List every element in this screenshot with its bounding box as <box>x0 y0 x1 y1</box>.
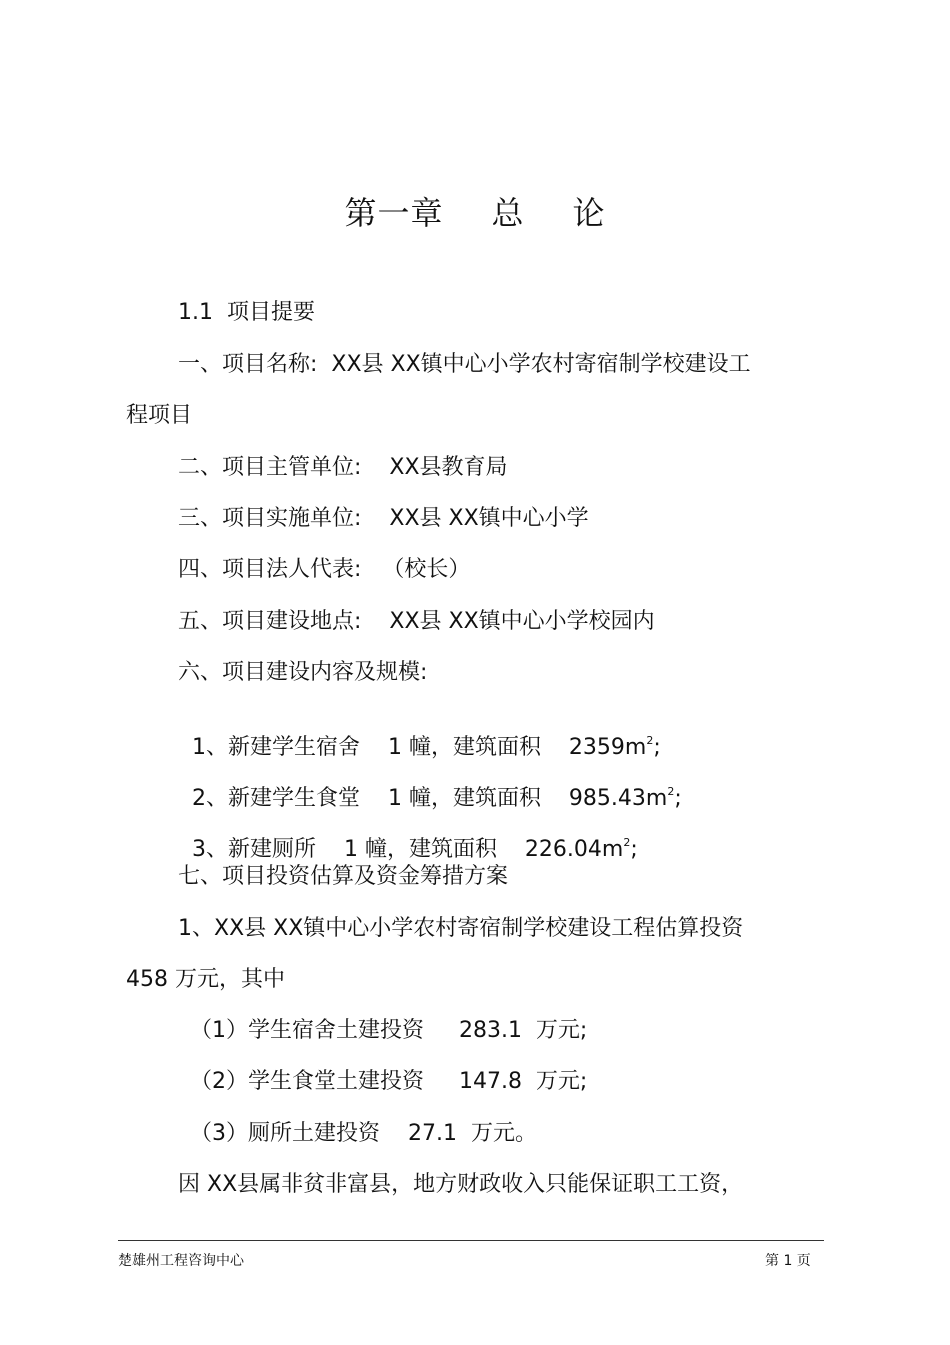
chapter-title-word-2: 论 <box>572 194 606 232</box>
legal-representative-line: 四、项目法人代表: （校长） <box>178 557 471 582</box>
chapter-title-word-1: 总 <box>491 194 525 232</box>
section-heading: 1.1 项目提要 <box>178 300 315 325</box>
toilet-investment: （3）厕所土建投资 27.1 万元。 <box>190 1121 537 1146</box>
canteen-investment: （2）学生食堂土建投资 147.8 万元; <box>190 1069 588 1094</box>
footer-divider <box>118 1240 824 1241</box>
chapter-number: 第一章 <box>344 194 444 232</box>
canteen-item: 2、新建学生食堂 1 幢，建筑面积 $985.43m^2$; <box>192 785 682 811</box>
scope-heading: 六、项目建设内容及规模: <box>178 660 428 685</box>
toilet-item: 3、新建厕所 1 幢，建筑面积 $226.04m^2$; <box>192 836 638 862</box>
superscript-2: 2 <box>646 734 654 747</box>
dormitory-item: 1、新建学生宿舍 1 幢，建筑面积 $2359m^2$; <box>192 734 661 760</box>
chapter-title <box>0 188 950 234</box>
page-number: 第 1 页 <box>765 1253 811 1269</box>
project-name-continuation: 程项目 <box>126 403 193 428</box>
investment-total-continuation: 458 万元，其中 <box>126 967 285 992</box>
funding-paragraph: 因 XX县属非贫非富县，地方财政收入只能保证职工工资， <box>178 1172 744 1197</box>
supervising-unit-line: 二、项目主管单位: XX县教育局 <box>178 455 508 480</box>
construction-site-line: 五、项目建设地点: XX县 XX镇中心小学校园内 <box>178 609 655 634</box>
investment-total-line: 1、XX县 XX镇中心小学农村寄宿制学校建设工程估算投资 <box>178 916 744 941</box>
dormitory-investment: （1）学生宿舍土建投资 283.1 万元; <box>190 1018 588 1043</box>
project-name-line: 一、项目名称: XX县 XX镇中心小学农村寄宿制学校建设工 <box>178 352 751 377</box>
footer-organization: 楚雄州工程咨询中心 <box>118 1253 244 1269</box>
superscript-2: 2 <box>623 836 631 849</box>
implementing-unit-line: 三、项目实施单位: XX县 XX镇中心小学 <box>178 506 589 531</box>
investment-heading: 七、项目投资估算及资金筹措方案 <box>178 864 509 889</box>
superscript-2: 2 <box>667 785 675 798</box>
